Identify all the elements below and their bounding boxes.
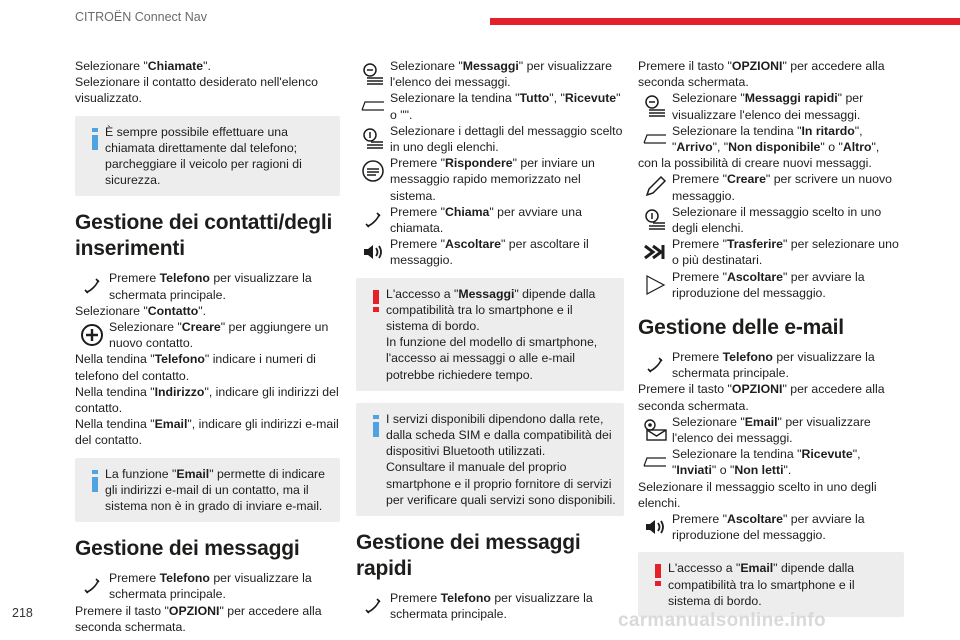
step-create-contact: Selezionare "Creare" per aggiungere un nuovo contatto. [75,319,340,351]
step-phone-home: Premere Telefono per visualizzare la schermata principale. [75,270,340,302]
warning-box-messages: L'accesso a "Messaggi" dipende dalla compatibilità tra lo smartphone e il sistema di bordo. In funzione del modello di smartphone, l'accesso ai messaggi o alle e-mail potrebbe richiedere tempo. [356,278,624,391]
watermark: carmanualsonline.info [618,610,826,631]
warning-icon [648,564,668,586]
manual-title: CITROËN Connect Nav [75,10,207,24]
step-email-options: Premere il tasto "OPZIONI" per accedere alla seconda schermata. [638,382,885,413]
phone-icon [356,590,390,622]
step-select-messages: Selezionare "Messaggi" per visualizzare l'elenco dei messaggi. [356,58,624,90]
step-play: Premere "Ascoltare" per avviare la riproduzione del messaggio. [638,269,904,301]
heading-email: Gestione delle e-mail [638,316,844,340]
info-box-safety: È sempre possibile effettuare una chiamata direttamente dal telefono; parcheggiare il veicolo per ragioni di sicurezza. [75,116,340,197]
step-options-quick: Premere il tasto "OPZIONI" per accedere alla seconda schermata. [638,59,885,90]
message-list-icon [356,58,390,90]
step-email-tab: Selezionare la tendina "Ricevute", "Inviati" o "Non letti". [638,446,904,478]
step-messages-phone: Premere Telefono per visualizzare la schermata principale. [75,570,340,602]
paragraph-select-calls: Selezionare "Chiamate". Selezionare il contatto desiderato nell'elenco visualizzato. [75,59,318,106]
heading-quick-messages: Gestione dei messaggi rapidi [356,531,581,581]
step-create-message: Premere "Creare" per scrivere un nuovo messaggio. [638,171,904,203]
phone-icon [638,349,672,381]
text-create-new: con la possibilità di creare nuovi messaggi. [638,156,872,171]
info-box-email: La funzione "Email" permette di indicare gli indirizzi e-mail di un contatto, ma il sistema non è in grado di inviare e-mail. [75,458,340,523]
step-select-quick-messages: Selezionare "Messaggi rapidi" per visualizzare l'elenco dei messaggi. [638,90,904,122]
info-icon [85,128,105,150]
step-address-tab: Nella tendina "Indirizzo", indicare gli indirizzi del contatto. [75,384,339,416]
step-options: Premere il tasto "OPZIONI" per accedere alla seconda schermata. [75,603,322,634]
step-quick-phone: Premere Telefono per visualizzare la schermata principale. [356,590,624,622]
column-left [75,58,340,635]
info-box-services: I servizi disponibili dipendono dalla rete, dalla scheda SIM e dalla compatibilità dei dispositivi Bluetooth utilizzati. Consultare il manuale del proprio smartphone e il proprio fornitore di servizi per verificare quali servizi sono disponibili. [356,403,624,516]
page-number: 218 [12,606,33,620]
warning-icon [366,290,386,312]
header-accent-bar [490,18,960,25]
reply-icon [356,155,390,187]
step-select-email: Selezionare "Email" per visualizzare l'elenco dei messaggi. [638,414,904,446]
step-listen: Premere "Ascoltare" per ascoltare il messaggio. [356,236,624,268]
step-message-details: Selezionare i dettagli del messaggio scelto in uno degli elenchi. [356,123,624,155]
step-transfer: Premere "Trasferire" per selezionare uno o più destinatari. [638,236,904,268]
info-icon [366,415,386,437]
forward-icon [638,236,672,268]
step-email-phone: Premere Telefono per visualizzare la schermata principale. [638,349,904,381]
step-phone-tab: Nella tendina "Telefono" indicare i numeri di telefono del contatto. [75,352,316,383]
tab-icon [638,446,672,478]
step-choose-message: Selezionare il messaggio scelto in uno degli elenchi. [638,204,904,236]
column-right [638,58,904,629]
step-email-choose: Selezionare il messaggio scelto in uno degli elenchi. [638,479,877,510]
phone-icon [356,204,390,236]
warning-box-email: L'accesso a "Email" dipende dalla compatibilità tra lo smartphone e il sistema di bordo. [638,552,904,617]
message-list-icon [638,90,672,122]
step-call: Premere "Chiama" per avviare una chiamata. [356,204,624,236]
step-select-contact: Selezionare "Contatto". [75,303,207,318]
details-icon [356,123,390,155]
speaker-icon [638,511,672,543]
step-reply: Premere "Rispondere" per inviare un messaggio rapido memorizzato nel sistema. [356,155,624,204]
phone-icon [75,270,109,302]
add-circle-icon [75,319,109,351]
info-icon [85,470,105,492]
tab-icon [638,123,672,155]
column-middle [356,58,624,622]
step-select-tab: Selezionare la tendina "Tutto", "Ricevute" o "". [356,90,624,122]
step-email-listen: Premere "Ascoltare" per avviare la riproduzione del messaggio. [638,511,904,543]
email-icon [638,414,672,446]
tab-icon [356,90,390,122]
heading-messages: Gestione dei messaggi [75,537,300,561]
speaker-icon [356,236,390,268]
pencil-icon [638,171,672,203]
details-icon [638,204,672,236]
play-icon [638,269,672,301]
step-quick-tab: Selezionare la tendina "In ritardo", "Arrivo", "Non disponibile" o "Altro", [638,123,904,155]
heading-contacts: Gestione dei contatti/degli inserimenti [75,211,333,261]
step-email-tab: Nella tendina "Email", indicare gli indirizzi e-mail del contatto. [75,417,339,448]
phone-icon [75,570,109,602]
